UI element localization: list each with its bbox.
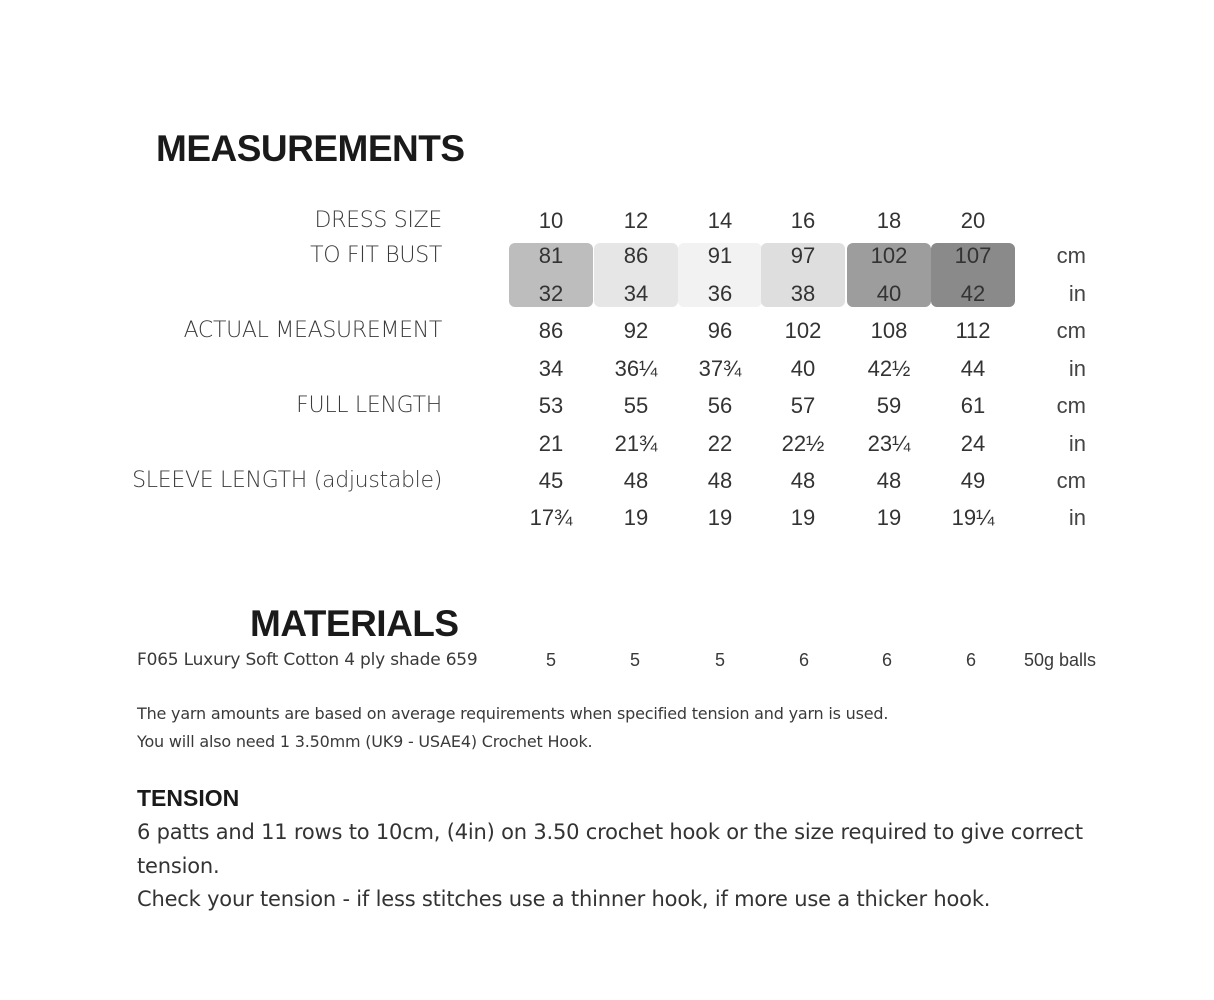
row-label: FULL LENGTH <box>296 393 442 418</box>
measure-cell: 56 <box>707 393 733 418</box>
size-header-cell: 20 <box>960 208 986 233</box>
dress-size-label: DRESS SIZE <box>314 208 442 233</box>
measure-cell: 37¾ <box>698 356 742 381</box>
measure-cell: 97 <box>790 243 816 268</box>
measure-cell: 61 <box>960 393 986 418</box>
size-header-cell: 16 <box>790 208 816 233</box>
size-header-cell: 18 <box>876 208 902 233</box>
unit-label: in <box>1068 505 1086 530</box>
row-label: ACTUAL MEASUREMENT <box>183 318 442 343</box>
unit-label: in <box>1068 281 1086 306</box>
measure-cell: 19 <box>876 505 902 530</box>
measure-cell: 86 <box>538 318 564 343</box>
measure-cell: 108 <box>870 318 908 343</box>
measure-cell: 34 <box>623 281 649 306</box>
unit-label: cm <box>1056 243 1086 268</box>
hook-note: You will also need 1 3.50mm (UK9 - USAE4) Crochet Hook. <box>137 732 593 751</box>
measure-cell: 81 <box>538 243 564 268</box>
unit-label: cm <box>1056 393 1086 418</box>
size-header-cell: 10 <box>538 208 564 233</box>
materials-heading: MATERIALS <box>250 603 459 644</box>
measurements-heading: MEASUREMENTS <box>156 128 465 169</box>
measure-cell: 107 <box>954 243 992 268</box>
measure-cell: 32 <box>538 281 564 306</box>
measure-cell: 21¾ <box>614 431 658 456</box>
measure-cell: 55 <box>623 393 649 418</box>
unit-label: cm <box>1056 468 1086 493</box>
measure-cell: 22½ <box>781 431 825 456</box>
measure-cell: 36 <box>707 281 733 306</box>
measure-cell: 36¼ <box>614 356 658 381</box>
yarn-quantity-cell: 6 <box>965 650 976 670</box>
measure-cell: 24 <box>960 431 986 456</box>
yarn-quantity-cell: 6 <box>798 650 809 670</box>
yarn-quantity-cell: 6 <box>881 650 892 670</box>
measure-cell: 45 <box>538 468 564 493</box>
tension-text-line-2: tension. <box>137 854 220 878</box>
size-header-cell: 12 <box>623 208 649 233</box>
measure-cell: 48 <box>876 468 902 493</box>
yarn-unit: 50g balls <box>1024 650 1097 670</box>
measure-cell: 38 <box>790 281 816 306</box>
unit-label: in <box>1068 356 1086 381</box>
unit-label: cm <box>1056 318 1086 343</box>
measure-cell: 102 <box>870 243 908 268</box>
measure-cell: 40 <box>790 356 816 381</box>
measure-cell: 91 <box>707 243 733 268</box>
tension-heading: TENSION <box>137 785 240 811</box>
measure-cell: 17¾ <box>529 505 573 530</box>
measure-cell: 34 <box>538 356 564 381</box>
yarn-label: F065 Luxury Soft Cotton 4 ply shade 659 <box>137 650 478 670</box>
yarn-quantity-cell: 5 <box>714 650 725 670</box>
measure-cell: 92 <box>623 318 649 343</box>
size-header-cell: 14 <box>707 208 733 233</box>
row-label: SLEEVE LENGTH (adjustable) <box>132 468 442 493</box>
yarn-quantity-cell: 5 <box>545 650 556 670</box>
measure-cell: 102 <box>784 318 822 343</box>
measure-cell: 19¼ <box>951 505 995 530</box>
measure-cell: 19 <box>790 505 816 530</box>
measure-cell: 48 <box>707 468 733 493</box>
measure-cell: 19 <box>623 505 649 530</box>
measure-cell: 57 <box>790 393 816 418</box>
measure-cell: 59 <box>876 393 902 418</box>
measure-cell: 49 <box>960 468 986 493</box>
measure-cell: 53 <box>538 393 564 418</box>
measure-cell: 48 <box>623 468 649 493</box>
yarn-quantity-cell: 5 <box>629 650 640 670</box>
measure-cell: 96 <box>707 318 733 343</box>
tension-text-line-1: 6 patts and 11 rows to 10cm, (4in) on 3.50 crochet hook or the size required to give correct <box>137 820 1083 844</box>
measure-cell: 40 <box>876 281 902 306</box>
measure-cell: 112 <box>955 318 991 343</box>
yarn-note: The yarn amounts are based on average requirements when specified tension and yarn is used. <box>137 704 889 723</box>
measure-cell: 42½ <box>867 356 911 381</box>
row-label: TO FIT BUST <box>310 243 442 268</box>
measure-cell: 86 <box>623 243 649 268</box>
measure-cell: 21 <box>538 431 564 456</box>
measure-cell: 44 <box>960 356 986 381</box>
measure-cell: 42 <box>960 281 986 306</box>
measure-cell: 22 <box>707 431 733 456</box>
measure-cell: 48 <box>790 468 816 493</box>
measure-cell: 19 <box>707 505 733 530</box>
measure-cell: 23¼ <box>867 431 911 456</box>
tension-check-text: Check your tension - if less stitches use a thinner hook, if more use a thicker hook. <box>137 887 991 911</box>
unit-label: in <box>1068 431 1086 456</box>
